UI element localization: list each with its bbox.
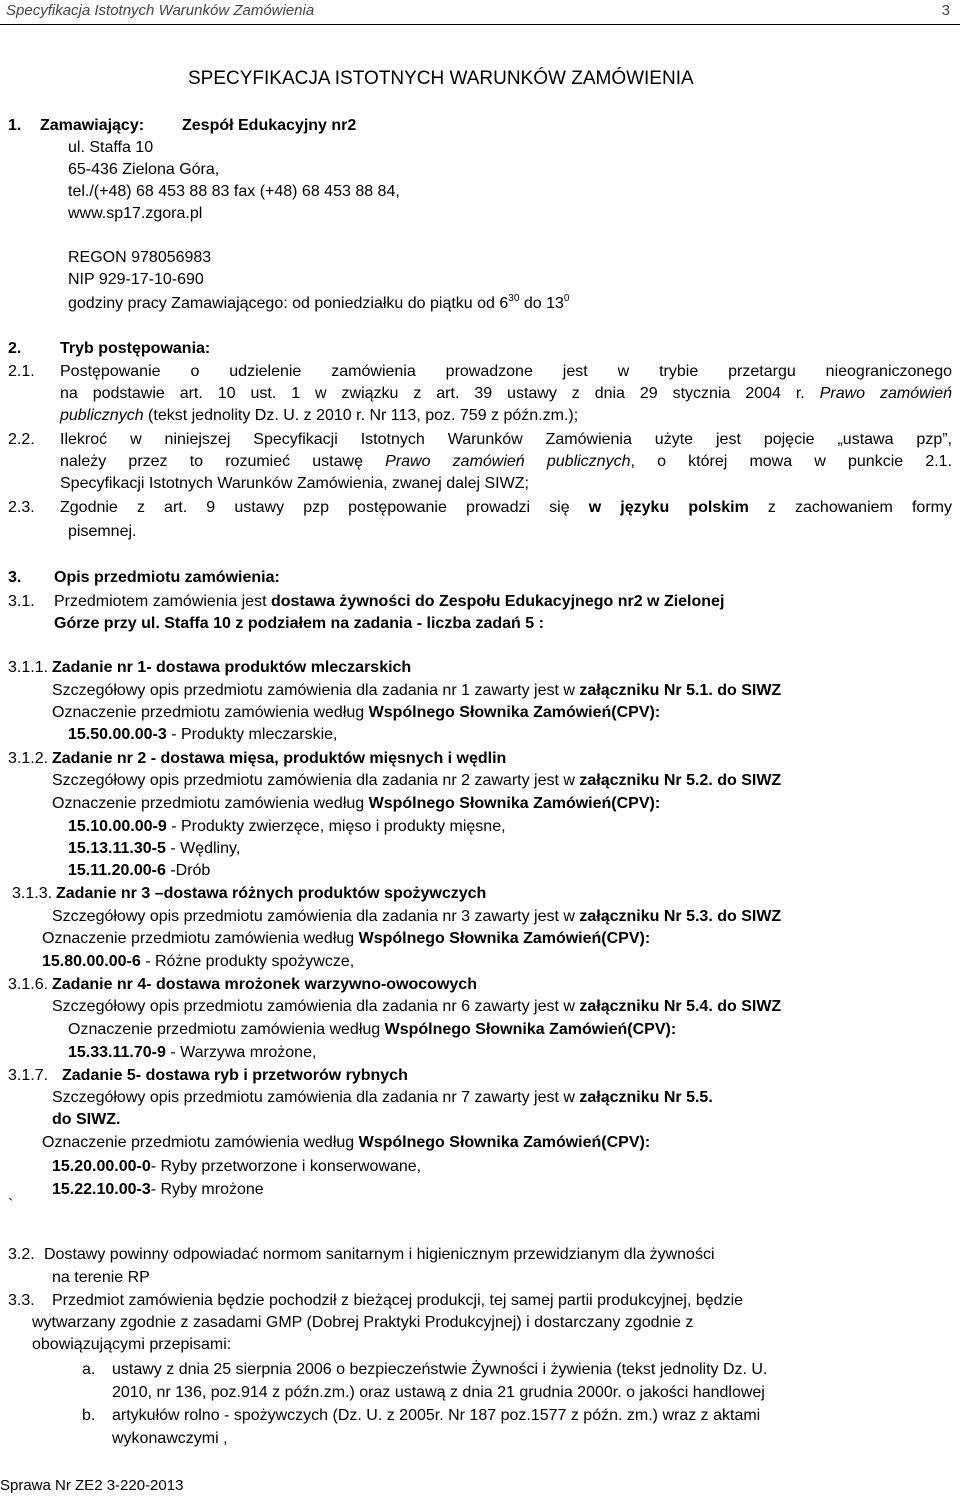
task-title: Zadanie nr 4- dostawa mrożonek warzywno-owocowych	[52, 976, 477, 993]
task-number: 3.1.6.	[8, 976, 49, 993]
cpv-code: 15.80.00.00-6 - Różne produkty spożywcze,	[42, 953, 355, 970]
cpv-code: 15.13.11.30-5 - Wędliny,	[68, 840, 241, 857]
task-description: Szczegółowy opis przedmiotu zamówienia dla zadania nr 6 zawarty jest w załączniku Nr 5.4. do SIWZ	[52, 998, 782, 1015]
cpv-code: 15.10.00.00-9 - Produkty zwierzęce, mięso i produkty mięsne,	[68, 818, 506, 835]
paragraph-text: Przedmiotem zamówienia jest dostawa żywności do Zespołu Edukacyjnego nr2 w Zielonej	[54, 593, 725, 610]
paragraph-number: 3.2.	[8, 1246, 35, 1263]
paragraph-text: Przedmiot zamówienia będzie pochodził z bieżącej produkcji, tej samej partii produkcyjnej, będzie	[52, 1292, 744, 1309]
list-marker: b.	[82, 1407, 96, 1424]
paragraph-text: Ilekroć w niniejszej Specyfikacji Istotnych Warunków Zamówienia użyte jest pojęcie „ustawa pzp”,	[60, 431, 952, 448]
paragraph-number: 2.2.	[8, 431, 35, 448]
task-description: Szczegółowy opis przedmiotu zamówienia dla zadania nr 3 zawarty jest w załączniku Nr 5.3. do SIWZ	[52, 908, 782, 925]
task-title: Zadanie 5- dostawa ryb i przetworów rybnych	[62, 1067, 408, 1084]
task-description: Szczegółowy opis przedmiotu zamówienia dla zadania nr 2 zawarty jest w załączniku Nr 5.2. do SIWZ	[52, 772, 782, 789]
paragraph-text: Dostawy powinny odpowiadać normom sanitarnym i higienicznym przewidzianym dla żywności	[44, 1246, 715, 1263]
list-item-text: artykułów rolno - spożywczych (Dz. U. z 2005r. Nr 187 poz.1577 z późn. zm.) wraz z aktami	[112, 1407, 761, 1424]
paragraph-text: Zgodnie z art. 9 ustawy pzp postępowanie prowadzi się w języku polskim z zachowaniem formy	[60, 499, 952, 516]
section-number: 3.	[8, 569, 22, 586]
paragraph-text: Górze przy ul. Staffa 10 z podziałem na zadania - liczba zadań 5 :	[54, 615, 544, 632]
orderer-label: Zamawiający:	[40, 117, 145, 134]
paragraph-number: 3.3.	[8, 1292, 35, 1309]
cpv-label: Oznaczenie przedmiotu zamówienia według Wspólnego Słownika Zamówień(CPV):	[42, 930, 651, 947]
task-number: 3.1.2.	[8, 750, 49, 767]
cpv-label: Oznaczenie przedmiotu zamówienia według Wspólnego Słownika Zamówień(CPV):	[42, 1134, 651, 1151]
cpv-code: 15.50.00.00-3 - Produkty mleczarskie,	[68, 726, 338, 743]
orderer-city: 65-436 Zielona Góra,	[68, 161, 220, 178]
page-number: 3	[941, 2, 950, 19]
task-title: Zadanie nr 1- dostawa produktów mleczarskich	[52, 659, 412, 676]
cpv-label: Oznaczenie przedmiotu zamówienia według Wspólnego Słownika Zamówień(CPV):	[52, 704, 661, 721]
paragraph-text: należy przez to rozumieć ustawę Prawo zamówień publicznych, o której mowa w punkcie 2.1.	[60, 453, 953, 470]
list-marker: a.	[82, 1361, 96, 1378]
task-description: Szczegółowy opis przedmiotu zamówienia dla zadania nr 1 zawarty jest w załączniku Nr 5.1. do SIWZ	[52, 682, 782, 699]
cpv-label: Oznaczenie przedmiotu zamówienia według Wspólnego Słownika Zamówień(CPV):	[52, 795, 661, 812]
orderer-nip: NIP 929-17-10-690	[68, 271, 204, 288]
list-item-text: wykonawczymi ,	[112, 1430, 228, 1447]
paragraph-text: na terenie RP	[52, 1269, 150, 1286]
orderer-regon: REGON 978056983	[68, 249, 212, 266]
list-item-text: ustawy z dnia 25 sierpnia 2006 o bezpieczeństwie Żywności i żywienia (tekst jednolity Dz. U.	[112, 1361, 768, 1378]
page-header	[0, 0, 960, 25]
orderer-hours: godziny pracy Zamawiającego: od poniedziałku do piątku od $6^{30}$ do $13^0$	[68, 292, 570, 312]
paragraph-text: na podstawie art. 10 ust. 1 w związku z art. 39 ustawy z dnia 29 stycznia 2004 r. Prawo zamówień	[60, 385, 952, 402]
task-title: Zadanie nr 3 –dostawa różnych produktów spożywczych	[56, 885, 487, 902]
paragraph-number: 3.1.	[8, 593, 35, 610]
document-title: SPECYFIKACJA ISTOTNYCH WARUNKÓW ZAMÓWIENIA	[188, 68, 694, 89]
paragraph-number: 2.3.	[8, 499, 35, 516]
task-description: do SIWZ.	[52, 1111, 121, 1128]
stray-mark: `	[8, 1197, 14, 1214]
task-title: Zadanie nr 2 - dostawa mięsa, produktów mięsnych i wędlin	[52, 750, 507, 767]
cpv-code: 15.22.10.00-3- Ryby mrożone	[52, 1181, 264, 1198]
paragraph-text: Specyfikacji Istotnych Warunków Zamówienia, zwanej dalej SIWZ;	[60, 475, 529, 492]
cpv-code: 15.11.20.00-6 -Drób	[68, 862, 211, 879]
task-number: 3.1.3.	[12, 885, 53, 902]
paragraph-text: Postępowanie o udzielenie zamówienia prowadzone jest w trybie przetargu nieograniczonego	[60, 363, 952, 380]
paragraph-text: pisemnej.	[68, 523, 137, 540]
cpv-code: 15.20.00.00-0- Ryby przetworzone i konserwowane,	[52, 1158, 422, 1175]
cpv-code: 15.33.11.70-9 - Warzywa mrożone,	[68, 1044, 317, 1061]
orderer-name: Zespół Edukacyjny nr2	[182, 117, 357, 134]
orderer-website: www.sp17.zgora.pl	[68, 205, 203, 222]
task-number: 3.1.7.	[8, 1067, 49, 1084]
header-title: Specyfikacja Istotnych Warunków Zamówienia	[6, 2, 315, 19]
paragraph-text: publicznych (tekst jednolity Dz. U. z 2010 r. Nr 113, poz. 759 z późn.zm.);	[60, 407, 579, 424]
section-title: Opis przedmiotu zamówienia:	[54, 569, 280, 586]
task-description: Szczegółowy opis przedmiotu zamówienia dla zadania nr 7 zawarty jest w załączniku Nr 5.5.	[52, 1089, 713, 1106]
paragraph-text: obowiązującymi przepisami:	[32, 1336, 232, 1353]
paragraph-number: 2.1.	[8, 363, 35, 380]
section-number: 1.	[8, 117, 22, 134]
cpv-label: Oznaczenie przedmiotu zamówienia według Wspólnego Słownika Zamówień(CPV):	[68, 1021, 677, 1038]
footer-case-number: Sprawa Nr ZE2 3-220-2013	[0, 1477, 184, 1494]
paragraph-text: wytwarzany zgodnie z zasadami GMP (Dobrej Praktyki Produkcyjnej) i dostarczany zgodnie z	[32, 1314, 694, 1331]
section-title: Tryb postępowania:	[60, 340, 211, 357]
task-number: 3.1.1.	[8, 659, 49, 676]
section-number: 2.	[8, 340, 22, 357]
list-item-text: 2010, nr 136, poz.914 z późn.zm.) oraz ustawą z dnia 21 grudnia 2000r. o jakości handlowej	[112, 1384, 765, 1401]
orderer-phone: tel./(+48) 68 453 88 83 fax (+48) 68 453 88 84,	[68, 183, 400, 200]
orderer-street: ul. Staffa 10	[68, 139, 154, 156]
